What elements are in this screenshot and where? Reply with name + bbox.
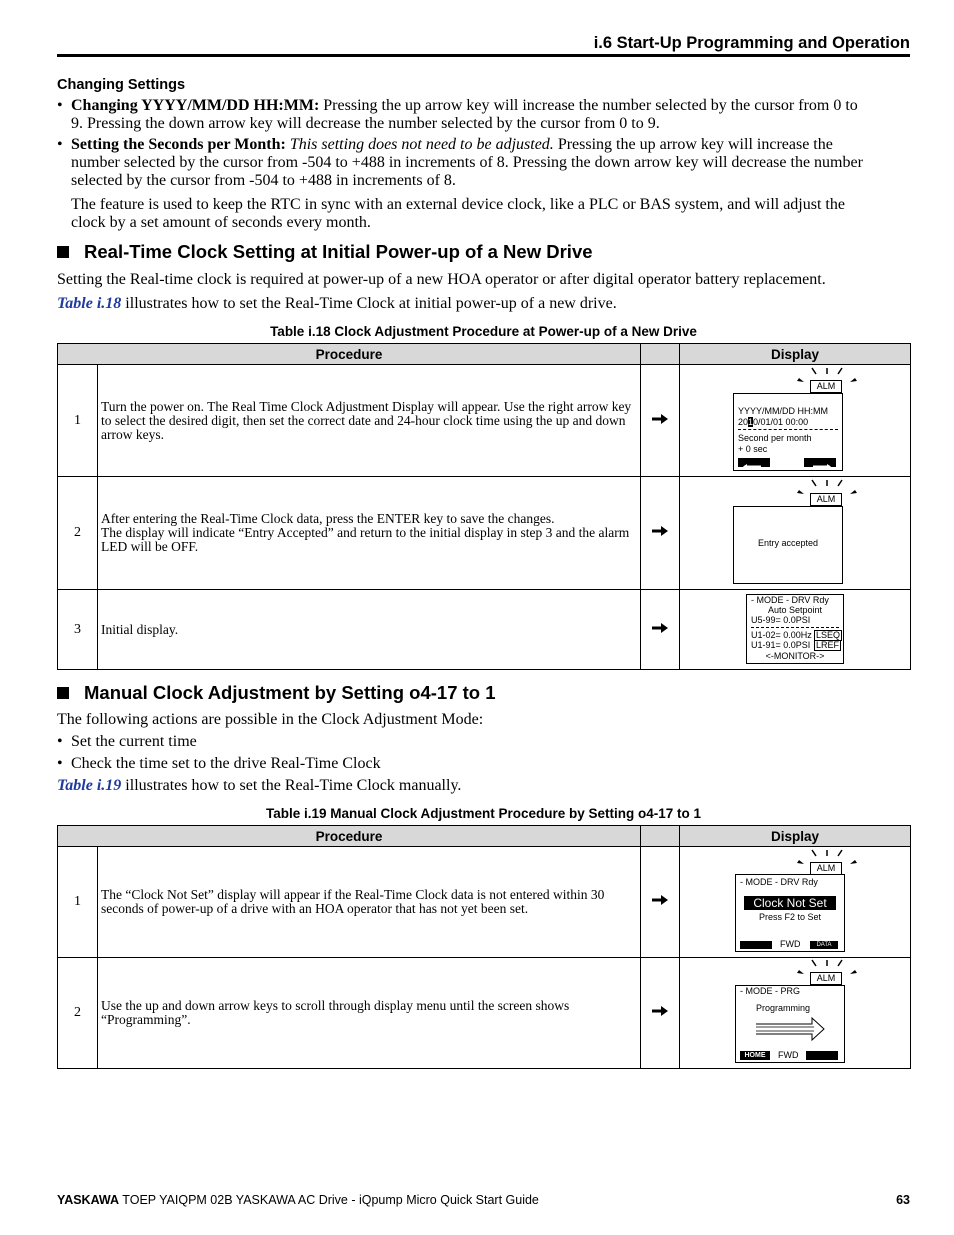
lcd-cursor: 1 xyxy=(748,417,754,427)
soft-key-bar xyxy=(740,941,772,949)
lcd-text: 20 xyxy=(738,417,749,427)
clock-not-set-banner: Clock Not Set xyxy=(744,896,836,910)
step-number: 1 xyxy=(58,847,98,958)
bullet-seconds-per-month xyxy=(71,136,916,190)
paragraph-line: The feature is used to keep the RTC in sync with an external device clock, like a PLC or BAS system, and will adjust the xyxy=(71,196,845,213)
scroll-arrow-icon xyxy=(756,1017,826,1041)
bullet-marker: • xyxy=(57,97,63,114)
bullet-text: 9. Pressing the down arrow key will decrease the number selected by the cursor from 0 to 9. xyxy=(71,115,660,132)
lcd-line: - MODE - PRG xyxy=(740,986,800,996)
table-row xyxy=(58,847,911,958)
alarm-led: ALM xyxy=(810,380,842,393)
bullet-text: Pressing the up arrow key will increase the xyxy=(553,136,833,153)
lcd-divider xyxy=(738,429,838,430)
page-number: 63 xyxy=(896,1193,910,1207)
display-cell xyxy=(680,477,911,590)
table-row xyxy=(58,477,911,590)
footer-brand: YASKAWA xyxy=(57,1193,120,1207)
column-header-procedure: Procedure xyxy=(58,344,641,365)
right-arrow-icon xyxy=(804,458,836,467)
section-heading-manual-clock xyxy=(57,682,496,704)
step-text: Use the up and down arrow keys to scroll through display menu until the screen shows “Programming”. xyxy=(98,958,641,1069)
right-arrow-icon xyxy=(641,590,680,670)
bullet-marker: • xyxy=(57,755,63,772)
lcd-line: + 0 sec xyxy=(738,444,768,454)
paragraph-line: clock by a set amount of seconds every month. xyxy=(71,214,371,231)
home-soft-key: HOME xyxy=(740,1051,770,1060)
paragraph xyxy=(57,295,917,313)
table-caption: Table i.19 Manual Clock Adjustment Procedure by Setting o4-17 to 1 xyxy=(265,806,702,821)
table-link[interactable]: Table i.18 xyxy=(57,295,122,312)
lcd-line: U5-99= 0.0PSI xyxy=(751,615,811,625)
step-text: The “Clock Not Set” display will appear if the Real-Time Clock data is not entered within 30 seconds of power-up of a drive with an HOA operator that has not yet been set. xyxy=(98,847,641,958)
bullet-italic: This setting does not need to be adjusted. xyxy=(285,136,554,153)
display-cell xyxy=(680,958,911,1069)
column-header-display: Display xyxy=(680,344,911,365)
bullet-text: number selected by the cursor from -504 to +488 in increments of 8. Pressing the down arrow key will decrease the number xyxy=(71,154,863,171)
bullet-bold: Changing YYYY/MM/DD HH:MM: xyxy=(71,97,320,114)
step-text-line: After entering the Real-Time Clock data, press the ENTER key to save the changes. xyxy=(101,511,555,526)
lcd-entry-accepted xyxy=(733,506,843,584)
step-text: Initial display. xyxy=(98,590,641,670)
lcd-divider xyxy=(751,627,839,628)
section-header: i.6 Start-Up Programming and Operation xyxy=(593,34,910,52)
lcd-line: YYYY/MM/DD HH:MM xyxy=(738,406,828,416)
lref-tag: LREF xyxy=(816,640,840,650)
alarm-led: ALM xyxy=(810,493,842,506)
manual-clock-table xyxy=(57,825,911,1069)
lcd-line: U1-91= 0.0PSI xyxy=(751,640,811,650)
lcd-line: Programming xyxy=(756,1003,811,1013)
footer-text: TOEP YAIQPM 02B YASKAWA AC Drive - iQpump Micro Quick Start Guide xyxy=(119,1193,539,1207)
fwd-indicator: FWD xyxy=(778,1050,799,1060)
square-bullet-icon xyxy=(57,246,69,258)
display-cell xyxy=(680,847,911,958)
bullet-text: Pressing the up arrow key will increase the number selected by the cursor from 0 to xyxy=(319,97,858,114)
bullet-text: selected by the cursor from -504 to +488 in increments of 8. xyxy=(71,172,456,189)
display-cell xyxy=(680,590,911,670)
lcd-line xyxy=(738,417,808,427)
step-text xyxy=(98,477,641,590)
header-rule xyxy=(57,54,910,57)
table-caption: Table i.18 Clock Adjustment Procedure at Power-up of a New Drive xyxy=(270,324,697,339)
step-number: 2 xyxy=(58,477,98,590)
bullet-text: Set the current time xyxy=(71,733,197,750)
footer xyxy=(57,1193,539,1207)
right-arrow-icon xyxy=(641,958,680,1069)
lcd-clock-not-set xyxy=(735,874,845,952)
step-text-line: The display will indicate “Entry Accepted” and return to the initial display in step 3 and the alarm LED will be OFF. xyxy=(101,525,630,554)
display-cell xyxy=(680,365,911,477)
lcd-line: Entry accepted xyxy=(757,538,819,548)
lseq-tag: LSEQ xyxy=(816,630,841,640)
column-header-display: Display xyxy=(680,826,911,847)
step-text: Turn the power on. The Real Time Clock Adjustment Display will appear. Use the right arrow key to select the desired digit, then set the correct date and 24-hour clock time using the up and down arrow keys. xyxy=(98,365,641,477)
clock-adjustment-table xyxy=(57,343,911,670)
rtc-sync-paragraph xyxy=(71,196,916,232)
paragraph-text: illustrates how to set the Real-Time Clock at initial power-up of a new drive. xyxy=(121,295,617,312)
bullet-text: Check the time set to the drive Real-Time Clock xyxy=(71,755,381,772)
lcd-line: Press F2 to Set xyxy=(758,912,822,922)
paragraph: The following actions are possible in the Clock Adjustment Mode: xyxy=(57,711,484,728)
section-heading-rtc-initial xyxy=(57,241,593,263)
data-soft-key: DATA xyxy=(810,941,838,949)
column-header-procedure: Procedure xyxy=(58,826,641,847)
lcd-line: U1-02= 0.00Hz xyxy=(751,630,812,640)
column-header-blank xyxy=(641,344,680,365)
alarm-led: ALM xyxy=(810,862,842,875)
lcd-line: - MODE - DRV Rdy xyxy=(740,877,818,887)
lcd-rtc-adjust xyxy=(733,393,843,471)
paragraph: Setting the Real-time clock is required at power-up of a new HOA operator or after digital operator battery replacement. xyxy=(57,271,826,288)
section-title: Real-Time Clock Setting at Initial Power-up of a New Drive xyxy=(84,241,593,262)
step-number: 2 xyxy=(58,958,98,1069)
bullet-marker: • xyxy=(57,136,63,153)
column-header-blank xyxy=(641,826,680,847)
step-number: 3 xyxy=(58,590,98,670)
right-arrow-icon xyxy=(641,365,680,477)
right-arrow-icon xyxy=(641,847,680,958)
bullet-bold: Setting the Seconds per Month: xyxy=(71,136,286,153)
lcd-line: <-MONITOR-> xyxy=(765,651,825,661)
changing-settings-heading: Changing Settings xyxy=(57,77,186,93)
section-title: Manual Clock Adjustment by Setting o4-17 to 1 xyxy=(84,682,496,703)
paragraph-text: illustrates how to set the Real-Time Clock manually. xyxy=(121,777,462,794)
step-number: 1 xyxy=(58,365,98,477)
right-arrow-icon xyxy=(641,477,680,590)
paragraph xyxy=(57,777,461,795)
soft-key-bar xyxy=(806,1051,838,1060)
table-link[interactable]: Table i.19 xyxy=(57,777,122,794)
fwd-indicator: FWD xyxy=(780,939,801,949)
table-row xyxy=(58,365,911,477)
table-row xyxy=(58,958,911,1069)
lcd-line: Auto Setpoint xyxy=(767,605,823,615)
lcd-line: Second per month xyxy=(738,433,812,443)
table-row xyxy=(58,590,911,670)
lcd-programming xyxy=(735,985,845,1063)
lcd-line: - MODE - DRV Rdy xyxy=(751,595,829,605)
alarm-led: ALM xyxy=(810,972,842,985)
lcd-text: 0/01/01 00:00 xyxy=(753,417,809,427)
bullet-changing-date xyxy=(71,97,916,133)
left-arrow-icon xyxy=(738,458,770,467)
square-bullet-icon xyxy=(57,687,69,699)
bullet-marker: • xyxy=(57,733,63,750)
lcd-initial-display xyxy=(746,594,844,664)
